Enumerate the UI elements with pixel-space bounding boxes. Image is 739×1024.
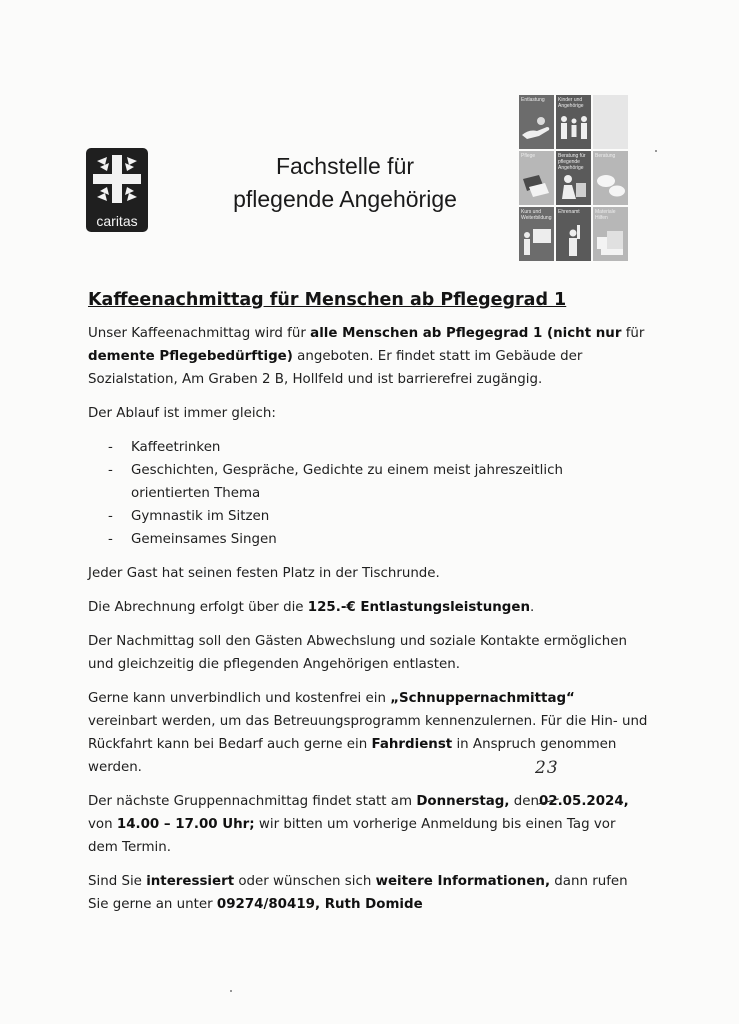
next-weekday: Donnerstag,: [416, 794, 510, 809]
tile-kurs-weiterbildung: [519, 207, 554, 261]
list-item: [88, 436, 648, 459]
list-item-text: Kaffeetrinken: [131, 440, 221, 455]
care-hands-icon: [519, 165, 554, 205]
next-date: .05.2024,: [557, 794, 629, 809]
list-item-text: Geschichten, Gespräche, Gedichte zu einem meist jahreszeitlich: [131, 463, 563, 478]
scan-speck: [230, 990, 232, 992]
schedule-list: [88, 436, 648, 551]
raised-hand-icon: [556, 221, 591, 261]
billing-text: Die Abrechnung erfolgt über die: [88, 600, 308, 615]
intro-paragraph: [88, 322, 648, 391]
title-line-2: pflegende Angehörige: [233, 186, 457, 212]
speech-bubbles-icon: [593, 165, 628, 205]
list-item: [88, 505, 648, 528]
trial-paragraph: [88, 687, 648, 779]
billing-paragraph: [88, 596, 648, 619]
flyer-body: [88, 288, 648, 927]
tile-caption: Kinder und Angehörige: [558, 97, 584, 109]
contact-text: oder wünschen sich: [234, 874, 376, 889]
contact-paragraph: [88, 870, 648, 916]
trial-bold: „Schnuppernachmittag“: [390, 691, 575, 706]
hand-icon: [519, 109, 554, 149]
contact-phone: 09274/80419, Ruth Domide: [216, 897, 423, 912]
tile-caption: Materiale Hilfen: [595, 209, 616, 221]
purpose-paragraph: Der Nachmittag soll den Gästen Abwechslung und soziale Kontakte ermöglichen und gleichzeitig die pflegenden Angehörigen entlasten.: [88, 634, 627, 672]
scan-speck: [655, 150, 657, 152]
tile-kinder-angehoerige: [556, 95, 591, 149]
tile-caption: Kurs und Weiterbildung: [521, 209, 552, 221]
trial-text: Gerne kann unverbindlich und kostenfrei ein: [88, 691, 391, 706]
next-time: 14.00 – 17.00 Uhr;: [116, 817, 255, 832]
teacher-icon: [519, 221, 554, 261]
handwritten-correction: 23: [535, 758, 559, 778]
intro-text-location: angeboten. Er findet statt im Gebäude der Sozialstation, Am Graben 2 B, Hollfeld und ist barrierefrei zugängig.: [88, 349, 583, 387]
logo-wordmark: caritas: [96, 213, 138, 229]
caritas-flame-cross-icon: [91, 153, 143, 205]
intro-bold-dementia: demente Pflegebedürftige): [88, 349, 293, 364]
tile-beratung: [593, 151, 628, 205]
title-line-1: Fachstelle für: [275, 153, 415, 179]
list-item-text: Gymnastik im Sitzen: [131, 509, 270, 524]
contact-bold: interessiert: [146, 874, 235, 889]
family-icon: [556, 109, 591, 149]
trial-text: in Anspruch genommen werden.: [88, 737, 617, 775]
next-text: Der nächste Gruppennachmittag findet statt am: [88, 794, 417, 809]
tile-entlastung: [519, 95, 554, 149]
service-pictogram-grid: [519, 95, 630, 264]
tile-ehrenamt: [556, 207, 591, 261]
schedule-intro: Der Ablauf ist immer gleich:: [88, 406, 276, 421]
next-text: von: [88, 817, 117, 832]
tile-caption: Pflege: [521, 153, 536, 159]
tile-pflege: [519, 151, 554, 205]
intro-text: Unser Kaffeenachmittag wird für: [88, 326, 311, 341]
billing-text: .: [529, 600, 535, 615]
tile-empty: [593, 95, 628, 149]
contact-text: Sind Sie: [88, 874, 147, 889]
seat-paragraph: Jeder Gast hat seinen festen Platz in der Tischrunde.: [88, 566, 440, 581]
list-item-text: Gemeinsames Singen: [131, 532, 277, 547]
contact-text: dann rufen Sie gerne an unter: [88, 874, 628, 912]
boxes-icon: [593, 221, 628, 261]
next-date-paragraph: [88, 790, 648, 859]
transport-service: Fahrdienst: [371, 737, 453, 752]
list-item-text-line2: orientierten Thema: [131, 486, 261, 501]
caritas-logo: [86, 148, 148, 232]
tile-caption: Ehrenamt: [558, 209, 580, 215]
list-item: [88, 528, 648, 551]
tile-caption: Beratung: [595, 153, 616, 159]
next-text: wir bitten um vorherige Anmeldung bis einen Tag vor dem Termin.: [88, 817, 616, 855]
counseling-icon: [556, 165, 591, 205]
tile-beratung-angehoerige: [556, 151, 591, 205]
tile-caption: Entlastung: [521, 97, 545, 103]
intro-text: für: [621, 326, 645, 341]
next-text: den: [509, 794, 539, 809]
billing-amount: 125.-€ Entlastungsleistungen: [307, 600, 530, 615]
tile-caption: Beratung für pflegende Angehörige: [558, 153, 586, 171]
list-item: [88, 459, 648, 505]
contact-bold: weitere Informationen,: [375, 874, 551, 889]
tile-materielle-hilfen: [593, 207, 628, 261]
trial-text: vereinbart werden, um das Betreuungsprogramm kennenzulernen. Für die Hin- und Rückfahrt kann bei Bedarf auch gerne ein: [88, 714, 648, 752]
intro-bold-target-group: alle Menschen ab Pflegegrad 1 (nicht nur: [310, 326, 622, 341]
section-heading: Kaffeenachmittag für Menschen ab Pflegegrad 1: [88, 290, 567, 310]
page-title: [190, 150, 500, 216]
struck-day: 02: [539, 790, 558, 813]
